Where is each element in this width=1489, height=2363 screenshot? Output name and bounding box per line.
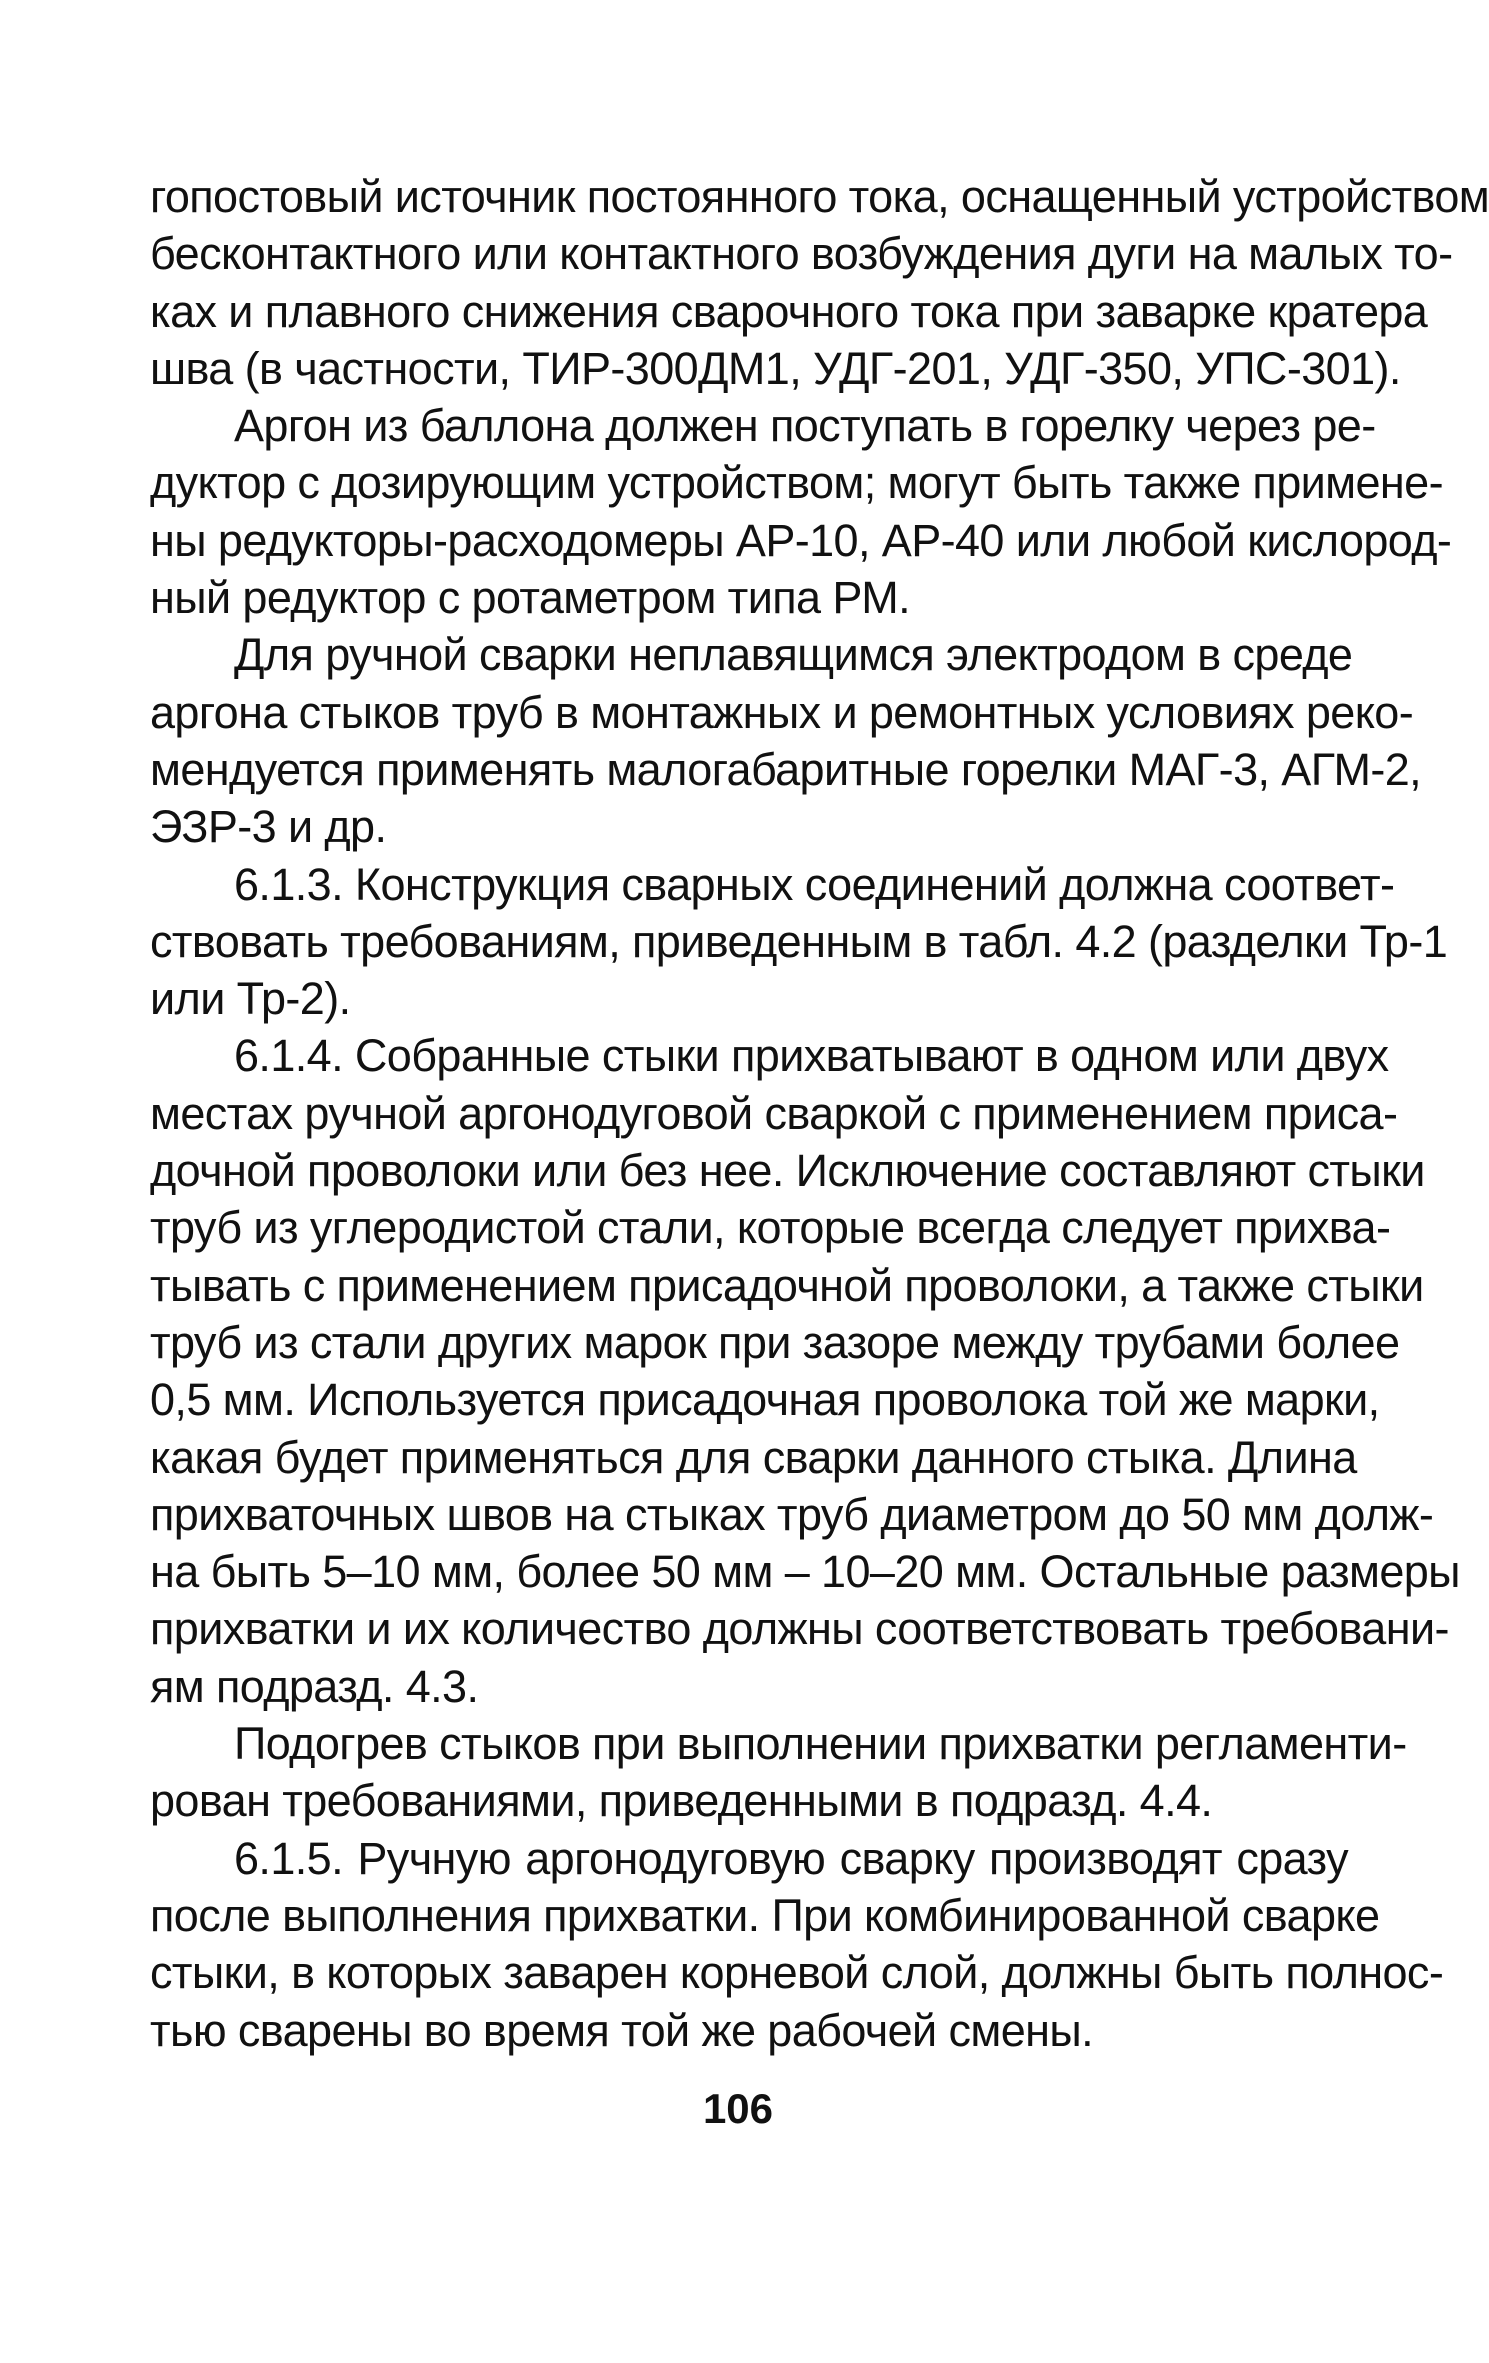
text-line: или Тр-2). [150,973,351,1025]
paragraph [150,1027,1460,1715]
text-line: аргона стыков труб в монтажных и ремонтных условиях реко- [150,686,1414,738]
text-line: гопостовый источник постоянного тока, оснащенный устройством [150,171,1489,222]
text-line: дуктор с дозирующим устройством; могут быть также примене- [150,457,1443,509]
text-line: стыки, в которых заварен корневой слой, должны быть полнос- [150,1947,1444,1999]
text-line: 0,5 мм. Используется присадочная проволока той же марки, [150,1374,1380,1426]
paragraph [150,397,1452,626]
paragraph [150,1830,1444,2059]
text-line: Для ручной сварки неплавящимся электродом в среде [234,629,1353,681]
page-number: 106 [702,2085,774,2132]
text-line: Подогрев стыков при выполнении прихватки регламенти- [234,1718,1407,1770]
paragraph [150,1715,1407,1830]
text-line: тывать с применением присадочной проволоки, а также стыки [150,1259,1424,1311]
text-line: ям подразд. 4.3. [150,1660,479,1712]
text-line: ствовать требованиям, приведенным в табл. 4.2 (разделки Тр-1 [150,915,1448,967]
text-line: на быть 5–10 мм, более 50 мм – 10–20 мм. Остальные размеры [150,1546,1460,1598]
text-line: после выполнения прихватки. При комбинированной сварке [150,1889,1380,1941]
text-line: какая будет применяться для сварки данного стыка. Длина [150,1431,1357,1483]
text-line: бесконтактного или контактного возбуждения дуги на малых то- [150,228,1453,280]
text-line: 6.1.4. Собранные стыки прихватывают в одном или двух [234,1030,1389,1082]
text-line: местах ручной аргонодуговой сваркой с применением приса- [150,1087,1398,1139]
text-line: ках и плавного снижения сварочного тока при заварке кратера [150,285,1428,337]
text-line: мендуется применять малогабаритные горелки МАГ-3, АГМ-2, [150,743,1422,795]
text-line: Аргон из баллона должен поступать в горелку через ре- [234,400,1376,452]
paragraph [150,856,1448,1028]
text-line: шва (в частности, ТИР-300ДМ1, УДГ-201, УДГ-350, УПС-301). [150,342,1401,394]
text-line: 6.1.5. Ручную аргонодуговую сварку производят сразу [234,1832,1348,1884]
text-line: труб из углеродистой стали, которые всегда следует прихва- [150,1202,1391,1254]
text-line: 6.1.3. Конструкция сварных соединений должна соответ- [234,858,1395,910]
text-line: прихватки и их количество должны соответствовать требовани- [150,1603,1449,1655]
text-line: тью сварены во время той же рабочей смены. [150,2004,1094,2056]
text-line: прихваточных швов на стыках труб диаметром до 50 мм долж- [150,1488,1434,1540]
text-line: рован требованиями, приведенными в подразд. 4.4. [150,1775,1213,1827]
text-line: ны редукторы-расходомеры АР-10, АР-40 или любой кислород- [150,514,1452,566]
paragraph [150,168,1489,397]
paragraph [150,626,1422,855]
text-line: ЭЗР-3 и др. [150,801,387,853]
text-line: ный редуктор с ротаметром типа РМ. [150,572,911,624]
text-line: труб из стали других марок при зазоре между трубами более [150,1316,1400,1368]
body-text [150,168,1489,2059]
text-line: дочной проволоки или без нее. Исключение составляют стыки [150,1145,1425,1197]
